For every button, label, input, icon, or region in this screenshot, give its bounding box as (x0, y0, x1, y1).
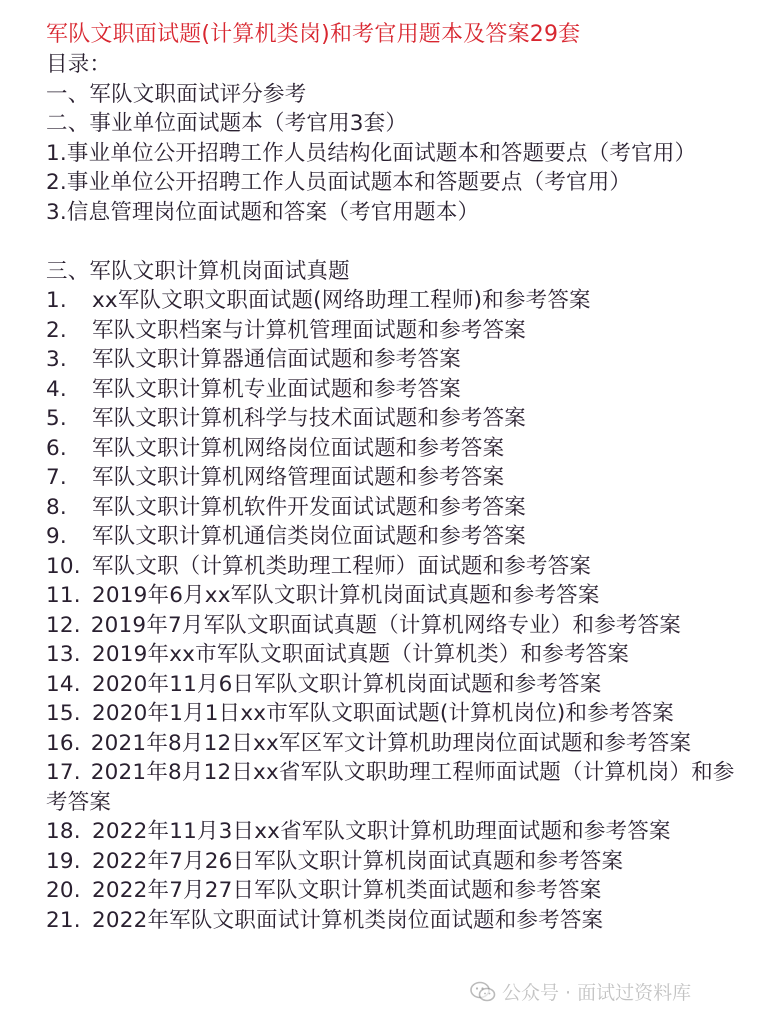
item-number: 20. (46, 878, 81, 903)
item-number: 18. (46, 819, 81, 844)
section-heading-3: 三、军队文职计算机岗面试真题 (46, 258, 350, 284)
item-text: 2019年7月军队文职面试真题（计算机网络专业）和参考答案 (90, 612, 681, 638)
list-item (46, 611, 746, 641)
item-number: 10. (46, 553, 81, 579)
item-text: 2021年8月12日xx省军队文职助理工程师面试题（计算机岗）和参考答案 (46, 760, 735, 815)
item-number: 9. (46, 524, 67, 549)
list-item (46, 906, 746, 936)
list-item (46, 640, 746, 670)
list-item (46, 404, 746, 434)
section-heading-1: 一、军队文职面试评分参考 (46, 81, 307, 107)
list-item (46, 847, 746, 877)
list-item (46, 581, 746, 611)
item-text: 军队文职计算机通信类岗位面试题和参考答案 (92, 524, 527, 549)
item-text: 2020年11月6日军队文职计算机岗面试题和参考答案 (92, 671, 602, 697)
list-item (46, 375, 746, 405)
section-2-item: 2.事业单位公开招聘工作人员面试题本和答题要点（考官用） (46, 170, 632, 195)
list-item (46, 876, 746, 906)
item-text: 2022年7月27日军队文职计算机类面试题和参考答案 (92, 878, 602, 903)
list-item (46, 552, 746, 582)
item-number: 21. (46, 907, 81, 933)
wechat-icon (470, 981, 496, 1003)
item-number: 2. (46, 317, 67, 343)
item-text: 军队文职计算机专业面试题和参考答案 (92, 376, 461, 402)
item-text: 2022年7月26日军队文职计算机岗面试真题和参考答案 (92, 848, 624, 874)
item-number: 11. (46, 583, 81, 608)
item-number: 8. (46, 494, 67, 520)
list-item (46, 670, 746, 700)
item-text: 军队文职计算机网络管理面试题和参考答案 (92, 465, 505, 490)
item-number: 14. (46, 671, 81, 697)
document (46, 20, 746, 935)
item-text: xx军队文职文职面试题(网络助理工程师)和参考答案 (92, 288, 591, 313)
item-text: 军队文职档案与计算机管理面试题和参考答案 (92, 317, 527, 343)
list-item (46, 286, 746, 316)
item-number: 5. (46, 406, 67, 431)
item-text: 2019年xx市军队文职面试真题（计算机类）和参考答案 (92, 642, 630, 667)
list-item (46, 316, 746, 346)
list-item (46, 729, 746, 759)
item-number: 1. (46, 288, 67, 313)
item-number: 12. (46, 612, 81, 638)
document-title: 军队文职面试题(计算机类岗)和考官用题本及答案29套 (46, 22, 581, 47)
watermark-text: 公众号 · 面试过资料库 (502, 982, 692, 1004)
watermark (470, 978, 691, 1005)
item-number: 7. (46, 465, 67, 490)
item-number: 3. (46, 347, 67, 372)
item-number: 17. (46, 760, 81, 785)
list-item (46, 463, 746, 493)
item-text: 2021年8月12日xx军区军文计算机助理岗位面试题和参考答案 (90, 730, 692, 756)
section-heading-2: 二、事业单位面试题本（考官用3套） (46, 111, 408, 136)
item-text: 军队文职（计算机类助理工程师）面试题和参考答案 (92, 553, 592, 579)
item-text: 军队文职计算器通信面试题和参考答案 (92, 347, 461, 372)
item-number: 16. (46, 730, 81, 756)
item-text: 2022年11月3日xx省军队文职计算机助理面试题和参考答案 (92, 819, 671, 844)
item-text: 2022年军队文职面试计算机类岗位面试题和参考答案 (92, 907, 604, 933)
item-text: 军队文职计算机网络岗位面试题和参考答案 (92, 435, 505, 461)
item-number: 13. (46, 642, 81, 667)
item-number: 15. (46, 701, 81, 726)
toc-label: 目录： (46, 52, 112, 77)
list-item (46, 345, 746, 375)
item-number: 4. (46, 376, 67, 402)
item-number: 19. (46, 848, 81, 874)
list-item (46, 758, 746, 817)
question-list (46, 286, 746, 935)
list-item (46, 434, 746, 464)
list-item (46, 522, 746, 552)
section-2-item: 1.事业单位公开招聘工作人员结构化面试题本和答题要点（考官用） (46, 140, 697, 166)
item-text: 军队文职计算机科学与技术面试题和参考答案 (92, 406, 527, 431)
item-text: 2019年6月xx军队文职计算机岗面试真题和参考答案 (92, 583, 600, 608)
item-text: 军队文职计算机软件开发面试试题和参考答案 (92, 494, 527, 520)
list-item (46, 493, 746, 523)
section-2-item: 3.信息管理岗位面试题和答案（考官用题本） (46, 199, 480, 225)
item-number: 6. (46, 435, 67, 461)
item-text: 2020年1月1日xx市军队文职面试题(计算机岗位)和参考答案 (92, 701, 674, 726)
list-item (46, 699, 746, 729)
blank-line (46, 227, 746, 257)
list-item (46, 817, 746, 847)
